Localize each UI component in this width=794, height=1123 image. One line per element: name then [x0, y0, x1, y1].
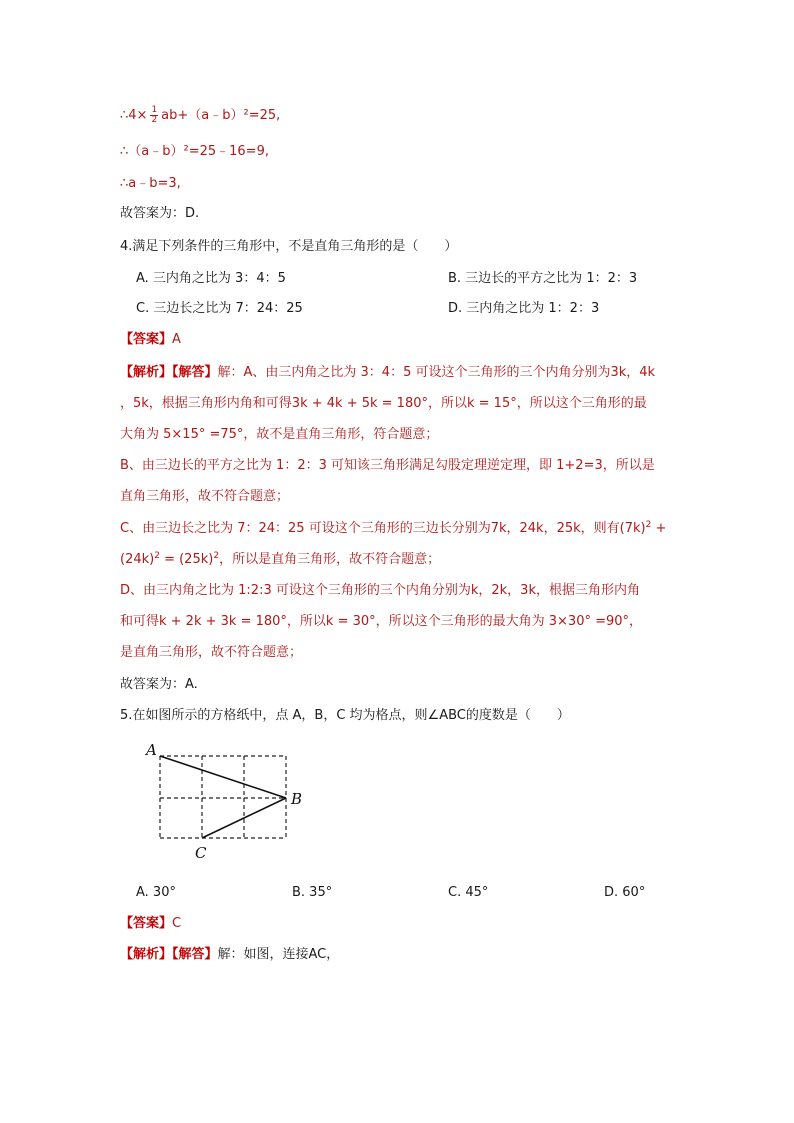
q4-analysis-d1: D、由三内角之比为 1:2:3 可设这个三角形的三个内角分别为k，2k，3k，根据三角形内角 — [120, 583, 640, 598]
segment-bc — [202, 798, 286, 838]
q4-option-c: C. 三边长之比为 7：24：25 — [136, 301, 303, 316]
q4-option-b: B. 三边长的平方之比为 1：2：3 — [448, 271, 638, 286]
q4-analysis-c2 — [120, 550, 440, 570]
superscript: 2 — [645, 520, 652, 530]
q4-analysis-a2: ，5k，根据三角形内角和可得3k + 4k + 5k = 180°，所以k = 15°，所以这个三角形的最 — [120, 396, 647, 411]
q4-analysis-d3: 是直角三角形，故不符合题意； — [120, 645, 303, 660]
analysis-text: 解：如图，连接AC， — [217, 947, 340, 962]
analysis-text: 解：A、由三内角之比为 3：4：5 可设这个三角形的三个内角分别为3k，4k — [217, 365, 656, 380]
fraction-numerator: 1 — [151, 105, 158, 115]
fraction-half — [150, 106, 158, 125]
question-5-stem: 5.在如图所示的方格纸中，点 A，B，C 均为格点，则∠ABC的度数是（ ） — [120, 708, 570, 723]
q4-analysis-a3: 大角为 5×15° =75°，故不是直角三角形，符合题意； — [120, 427, 439, 442]
analysis-text: C、由三边长之比为 7：24：25 可设这个三角形的三边长分别为7k，24k，25k，则有(7k) — [120, 521, 646, 536]
q4-option-a: A. 三内角之比为 3：4：5 — [136, 271, 286, 286]
q5-option-d: D. 60° — [604, 885, 646, 900]
answer-tag: 【答案】 — [120, 916, 173, 931]
q5-option-a: A. 30° — [136, 885, 176, 900]
q4-analysis-d2: 和可得k + 2k + 3k = 180°，所以k = 30°，所以这个三角形的最大角为 3×30° =90°， — [120, 614, 643, 629]
grid-figure — [140, 738, 315, 863]
q4-analysis-c1 — [120, 519, 666, 539]
point-c-label: C — [195, 844, 207, 862]
answer-value: C — [172, 916, 182, 931]
answer-value: A — [172, 332, 181, 347]
question-4-stem: 4.满足下列条件的三角形中，不是直角三角形的是（ ） — [120, 239, 458, 254]
q4-analysis-b2: 直角三角形，故不符合题意； — [120, 489, 290, 504]
superscript: 2 — [154, 551, 160, 561]
fraction-denominator: 2 — [151, 115, 158, 125]
analysis-tag: 【解析】【解答】 — [120, 947, 218, 962]
analysis-text: = (25k) — [159, 552, 214, 567]
eq-text: ∴4× — [120, 108, 148, 123]
superscript: 2 — [213, 551, 220, 561]
q5-option-b: B. 35° — [292, 885, 333, 900]
analysis-text: (24k) — [120, 552, 155, 567]
q4-option-d: D. 三内角之比为 1：2：3 — [448, 301, 600, 316]
q4-conclusion: 故答案为：A. — [120, 677, 198, 692]
answer-line-q3: 故答案为：D. — [120, 206, 200, 221]
point-a-label: A — [146, 741, 157, 759]
point-b-label: B — [291, 790, 303, 808]
q4-analysis-a1 — [120, 363, 655, 383]
q5-analysis-line — [120, 945, 339, 965]
analysis-text: + — [651, 521, 667, 536]
q5-answer-line — [120, 914, 181, 934]
q4-answer-line — [120, 330, 181, 350]
answer-tag: 【答案】 — [120, 332, 173, 347]
eq-line-1 — [120, 106, 280, 126]
eq-text: ab+（a﹣b）²=25, — [161, 108, 281, 123]
analysis-tag: 【解析】【解答】 — [120, 365, 218, 380]
eq-line-3: ∴a﹣b=3, — [120, 176, 181, 191]
q5-option-c: C. 45° — [448, 885, 489, 900]
q4-analysis-b1: B、由三边长的平方之比为 1：2：3 可知该三角形满足勾股定理逆定理，即 1+2=3，所以是 — [120, 458, 655, 473]
grid-dashed-lines — [160, 756, 286, 838]
analysis-text: ，所以是直角三角形，故不符合题意； — [219, 552, 441, 567]
segment-ab — [160, 756, 286, 798]
eq-line-2: ∴（a﹣b）²=25﹣16=9, — [120, 144, 269, 159]
